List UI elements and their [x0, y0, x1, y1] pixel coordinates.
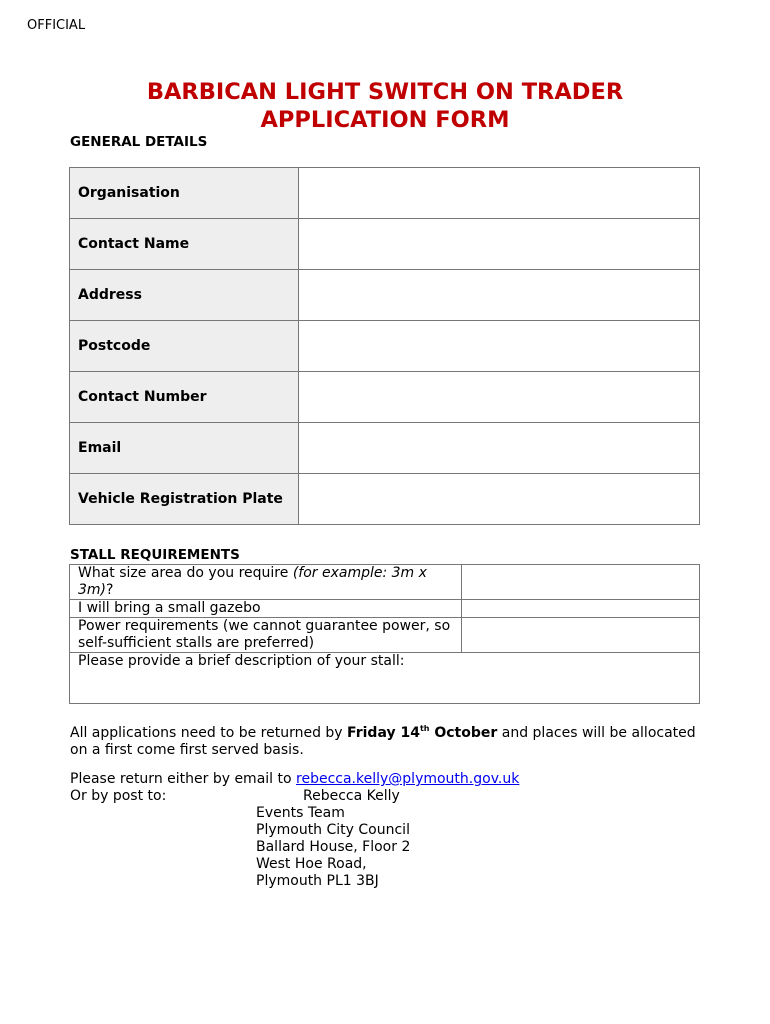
- deadline-text-end: and places will be allocated on a first come first served basis.: [70, 725, 696, 758]
- email-field[interactable]: [299, 423, 700, 474]
- contact-number-field[interactable]: [299, 372, 700, 423]
- contact-number-label: Contact Number: [70, 372, 299, 423]
- table-row: [70, 600, 700, 618]
- vehicle-registration-label: Vehicle Registration Plate: [70, 474, 299, 525]
- general-details-heading: GENERAL DETAILS: [70, 134, 208, 150]
- form-title-line-1: BARBICAN LIGHT SWITCH ON TRADER: [146, 79, 624, 105]
- deadline-text-start: All applications need to be returned by: [70, 725, 348, 741]
- table-row: [70, 372, 700, 423]
- postcode-field[interactable]: [299, 321, 700, 372]
- contact-name-field[interactable]: [299, 219, 700, 270]
- general-details-table: [69, 167, 700, 525]
- return-email-link[interactable]: rebecca.kelly@plymouth.gov.uk: [296, 771, 520, 787]
- table-row: [70, 653, 700, 704]
- stall-requirements-table: [69, 564, 700, 704]
- return-email-text: Please return either by email to: [70, 771, 297, 787]
- gazebo-question: I will bring a small gazebo: [70, 600, 462, 618]
- contact-name-label: Contact Name: [70, 219, 299, 270]
- stall-size-example: (for example: 3m x 3m): [78, 565, 427, 598]
- address-line-council: Plymouth City Council: [256, 822, 410, 838]
- table-row: [70, 219, 700, 270]
- email-label: Email: [70, 423, 299, 474]
- stall-requirements-heading: STALL REQUIREMENTS: [70, 547, 240, 563]
- stall-size-answer-field[interactable]: [462, 565, 700, 600]
- stall-size-question-text: What size area do you require: [78, 565, 293, 581]
- deadline-day: Friday 14: [347, 725, 420, 741]
- post-label: Or by post to:: [70, 788, 167, 804]
- table-row: [70, 168, 700, 219]
- stall-description-field[interactable]: [70, 653, 700, 704]
- deadline-month: October: [429, 725, 498, 741]
- return-instructions: [70, 771, 519, 788]
- organisation-label: Organisation: [70, 168, 299, 219]
- gazebo-answer-field[interactable]: [462, 600, 700, 618]
- organisation-field[interactable]: [299, 168, 700, 219]
- vehicle-registration-field[interactable]: [299, 474, 700, 525]
- table-row: [70, 565, 700, 600]
- table-row: [70, 618, 700, 653]
- classification-label: OFFICIAL: [27, 18, 86, 33]
- stall-size-question: [70, 565, 462, 600]
- address-line-team: Events Team: [256, 805, 345, 821]
- address-line-building: Ballard House, Floor 2: [256, 839, 411, 855]
- address-line-name: Rebecca Kelly: [303, 788, 400, 804]
- form-title: [60, 78, 710, 134]
- stall-description-prompt: Please provide a brief description of your stall:: [78, 653, 405, 669]
- postcode-label: Postcode: [70, 321, 299, 372]
- table-row: [70, 321, 700, 372]
- power-requirements-answer-field[interactable]: [462, 618, 700, 653]
- table-row: [70, 423, 700, 474]
- address-label: Address: [70, 270, 299, 321]
- stall-size-question-end: ?: [106, 582, 114, 598]
- table-row: [70, 270, 700, 321]
- table-row: [70, 474, 700, 525]
- deadline-paragraph: [70, 720, 710, 759]
- form-title-line-2: APPLICATION FORM: [260, 107, 510, 133]
- address-field[interactable]: [299, 270, 700, 321]
- power-requirements-question: Power requirements (we cannot guarantee power, so self-sufficient stalls are preferred): [70, 618, 462, 653]
- address-line-city: Plymouth PL1 3BJ: [256, 873, 379, 889]
- deadline-ordinal: th: [419, 724, 430, 733]
- address-line-street: West Hoe Road,: [256, 856, 367, 872]
